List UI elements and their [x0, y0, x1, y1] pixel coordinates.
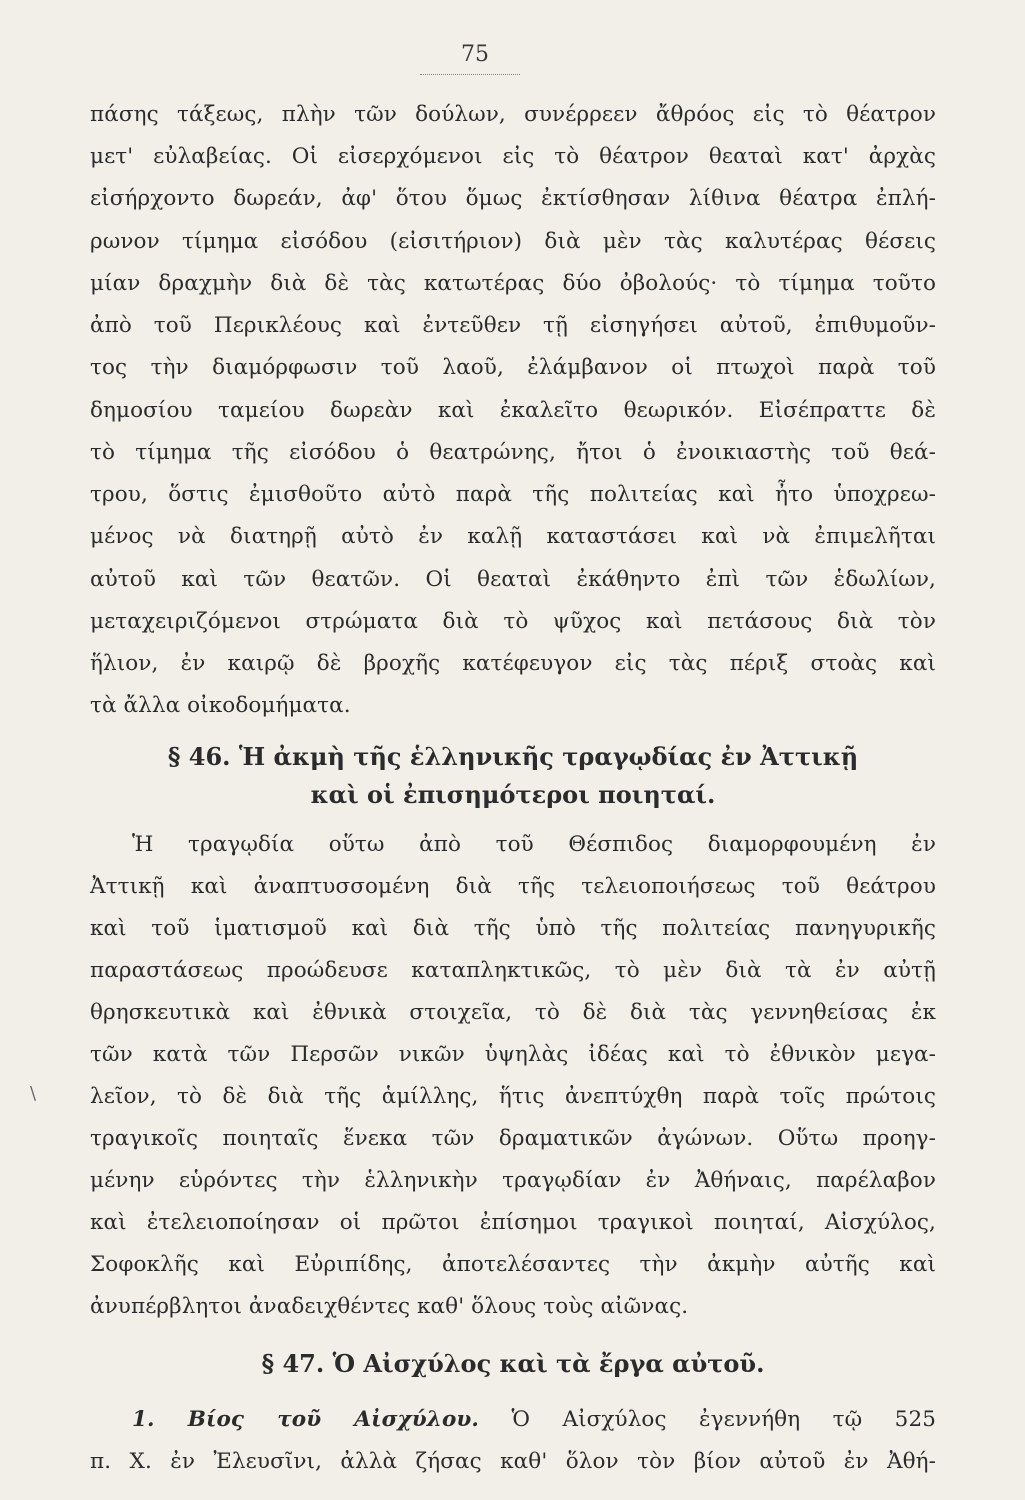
text-line: μίαν δραχμὴν διὰ δὲ τὰς κατωτέρας δύο ὀβολούς· τὸ τίμημα τοῦτο	[90, 271, 936, 296]
text-line: τος τὴν διαμόρφωσιν τοῦ λαοῦ, ἐλάμβανον οἱ πτωχοὶ παρὰ τοῦ	[90, 355, 936, 380]
text-line: Ἀττικῇ καὶ ἀναπτυσσομένη διὰ τῆς τελειοποιήσεως τοῦ θεάτρου	[90, 874, 936, 899]
text-line: τραγικοῖς ποιηταῖς ἕνεκα τῶν δραματικῶν ἀγώνων. Οὕτω προηγ-	[90, 1126, 936, 1151]
text-line: παραστάσεως προώδευσε καταπληκτικῶς, τὸ μὲν διὰ τὰ ἐν αὐτῇ	[90, 958, 936, 983]
text-line: μεταχειριζόμενοι στρώματα διὰ τὸ ψῦχος καὶ πετάσους διὰ τὸν	[90, 609, 936, 634]
text-line: ἥλιον, ἐν καιρῷ δὲ βροχῆς κατέφευγον εἰς τὰς πέριξ στοὰς καὶ	[90, 651, 936, 676]
text-line: μένος νὰ διατηρῇ αὐτὸ ἐν καλῇ καταστάσει καὶ νὰ ἐπιμελῆται	[90, 524, 936, 549]
subsection-heading: 1. Βίος τοῦ Αἰσχύλου.	[132, 1407, 480, 1432]
text-run: Ὁ Αἰσχύλος ἐγεννήθη τῷ 525	[511, 1407, 937, 1432]
text-line: καὶ τοῦ ἱματισμοῦ καὶ διὰ τῆς ὑπὸ τῆς πολιτείας πανηγυρικῆς	[90, 916, 936, 941]
text-line: εἰσήρχοντο δωρεάν, ἀφ' ὅτου ὅμως ἐκτίσθησαν λίθινα θέατρα ἐπλή-	[90, 186, 936, 211]
text-line: δημοσίου ταμείου δωρεὰν καὶ ἐκαλεῖτο θεωρικόν. Εἰσέπραττε δὲ	[90, 398, 936, 423]
text-line	[132, 1405, 936, 1435]
text-line: μετ' εὐλαβείας. Οἱ εἰσερχόμενοι εἰς τὸ θέατρον θεαταὶ κατ' ἀρχὰς	[90, 144, 936, 169]
text-line: τὰ ἄλλα οἰκοδομήματα.	[90, 693, 351, 718]
text-line: Ἡ τραγῳδία οὕτω ἀπὸ τοῦ Θέσπιδος διαμορφουμένη ἐν	[132, 832, 936, 857]
text-line: θρησκευτικὰ καὶ ἐθνικὰ στοιχεῖα, τὸ δὲ διὰ τὰς γεννηθείσας ἐκ	[90, 1000, 936, 1025]
page-number-rule	[420, 74, 520, 75]
text-line: ἀπὸ τοῦ Περικλέους καὶ ἐντεῦθεν τῇ εἰσηγήσει αὐτοῦ, ἐπιθυμοῦν-	[90, 313, 936, 338]
text-line: τῶν κατὰ τῶν Περσῶν νικῶν ὑψηλὰς ἰδέας καὶ τὸ ἐθνικὸν μεγα-	[90, 1042, 936, 1067]
text-line: μένην εὑρόντες τὴν ἑλληνικὴν τραγῳδίαν ἐν Ἀθήναις, παρέλαβον	[90, 1168, 936, 1193]
section-heading-47: § 47. Ὁ Αἰσχύλος καὶ τὰ ἔργα αὐτοῦ.	[261, 1349, 765, 1378]
text-line: λεῖον, τὸ δὲ διὰ τῆς ἁμίλλης, ἥτις ἀνεπτύχθη παρὰ τοῖς πρώτοις	[90, 1084, 936, 1109]
section-heading-46: § 46. Ἡ ἀκμὴ τῆς ἑλληνικῆς τραγῳδίας ἐν Ἀττικῇ	[167, 742, 859, 771]
text-line: Σοφοκλῆς καὶ Εὐριπίδης, ἀποτελέσαντες τὴν ἀκμὴν αὐτῆς καὶ	[90, 1252, 936, 1277]
text-line: αὐτοῦ καὶ τῶν θεατῶν. Οἱ θεαταὶ ἐκάθηντο ἐπὶ τῶν ἑδωλίων,	[90, 567, 936, 592]
section-heading-46-cont: καὶ οἱ ἐπισημότεροι ποιηταί.	[310, 780, 716, 809]
text-line: ἀνυπέρβλητοι ἀναδειχθέντες καθ' ὅλους τοὺς αἰῶνας.	[90, 1294, 689, 1319]
text-line: ρωνον τίμημα εἰσόδου (εἰσιτήριον) διὰ μὲν τὰς καλυτέρας θέσεις	[90, 229, 936, 254]
text-line: καὶ ἐτελειοποίησαν οἱ πρῶτοι ἐπίσημοι τραγικοὶ ποιηταί, Αἰσχύλος,	[90, 1210, 936, 1235]
text-line: τὸ τίμημα τῆς εἰσόδου ὁ θεατρώνης, ἤτοι ὁ ἐνοικιαστὴς τοῦ θεά-	[90, 440, 936, 465]
text-line: τρου, ὅστις ἐμισθοῦτο αὐτὸ παρὰ τῆς πολιτείας καὶ ἦτο ὑποχρεω-	[90, 482, 936, 507]
text-line: π. Χ. ἐν Ἐλευσῖνι, ἀλλὰ ζήσας καθ' ὅλον τὸν βίον αὐτοῦ ἐν Ἀθή-	[90, 1449, 936, 1474]
page-number: 75	[461, 42, 489, 67]
margin-mark: \	[30, 1083, 37, 1104]
text-line: πάσης τάξεως, πλὴν τῶν δούλων, συνέρρεεν ἄθρόος εἰς τὸ θέατρον	[90, 102, 936, 127]
